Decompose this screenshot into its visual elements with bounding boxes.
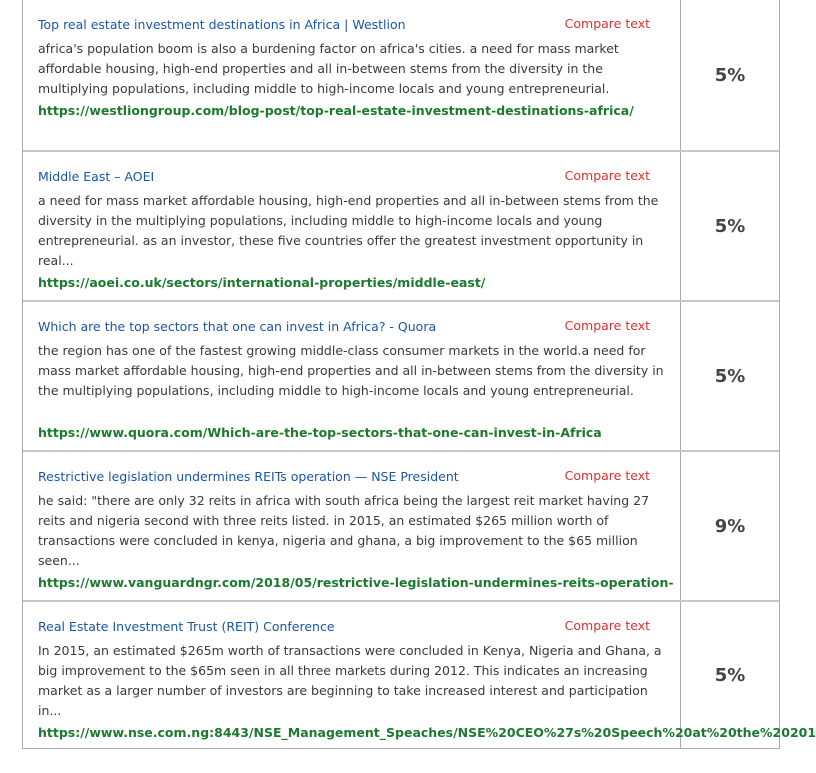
result-snippet: he said: "there are only 32 reits in africa with south africa being the largest reit market having 27 reits and nigeria second with three reits listed. in 2015, an estimated $265 million worth of transactions were concluded in kenya, nigeria and ghana, a big improvement to the $65 million seen... [38,493,650,568]
match-percent-cell [680,0,779,150]
compare-text-link[interactable]: Compare text [564,468,650,483]
result-content [23,0,680,150]
result-url-link[interactable]: https://www.nse.com.ng:8443/NSE_Management_Speaches/NSE%20CEO%27s%20Speech%20at%20the%20201 [38,725,816,740]
result-row [23,150,779,300]
result-snippet: africa's population boom is also a burdening factor on africa's cities. a need for mass market affordable housing, high-end properties and all in-between stems from the diversity in the multiplying populations, including middle to high-income locals and young entrepreneurial. [38,41,619,96]
result-title-link[interactable]: Real Estate Investment Trust (REIT) Conference [38,619,335,634]
result-content [23,602,816,748]
compare-text-link[interactable]: Compare text [564,16,650,31]
result-url-link[interactable]: https://aoei.co.uk/sectors/international-properties/middle-east/ [38,275,486,290]
result-content [23,152,680,300]
result-title-link[interactable]: Top real estate investment destinations in Africa | Westlion [38,17,406,32]
result-row [23,0,779,150]
result-snippet: the region has one of the fastest growing middle-class consumer markets in the world.a need for mass market affordable housing, high-end properties and all in-between stems from the diversity in the multiplying populations, including middle to high-income locals and young entrepreneurial. [38,343,664,398]
result-content [23,302,680,450]
result-title-link[interactable]: Restrictive legislation undermines REITs operation — NSE President [38,469,459,484]
result-url-link[interactable]: https://www.vanguardngr.com/2018/05/restrictive-legislation-undermines-reits-operation- [38,575,674,590]
result-title-link[interactable]: Middle East – AOEI [38,169,155,184]
compare-text-link[interactable]: Compare text [564,168,650,183]
result-snippet: a need for mass market affordable housing, high-end properties and all in-between stems from the diversity in the multiplying populations, including middle to high-income locals and young entrepreneurial. as an investor, these five countries offer the greatest investment opportunity in real... [38,193,659,268]
compare-text-link[interactable]: Compare text [564,618,650,633]
result-title-link[interactable]: Which are the top sectors that one can invest in Africa? - Quora [38,319,437,334]
similarity-results-list [22,0,816,749]
match-percent: 5% [714,365,746,387]
result-snippet: In 2015, an estimated $265m worth of transactions were concluded in Kenya, Nigeria and Ghana, a big improvement to the $65m seen in all three markets during 2012. This indicates an increasing market as a larger number of investors are beginning to take increased interest and participation in... [38,643,662,718]
result-row [23,450,779,600]
match-percent: 5% [714,664,746,686]
result-row [23,300,779,450]
result-url-link[interactable]: https://www.quora.com/Which-are-the-top-sectors-that-one-can-invest-in-Africa [38,425,602,440]
result-content [23,452,680,600]
match-percent: 9% [714,515,746,537]
match-percent: 5% [714,64,746,86]
result-url-link[interactable]: https://westliongroup.com/blog-post/top-real-estate-investment-destinations-africa/ [38,103,634,118]
result-row [23,600,816,748]
compare-text-link[interactable]: Compare text [564,318,650,333]
match-percent: 5% [714,215,746,237]
